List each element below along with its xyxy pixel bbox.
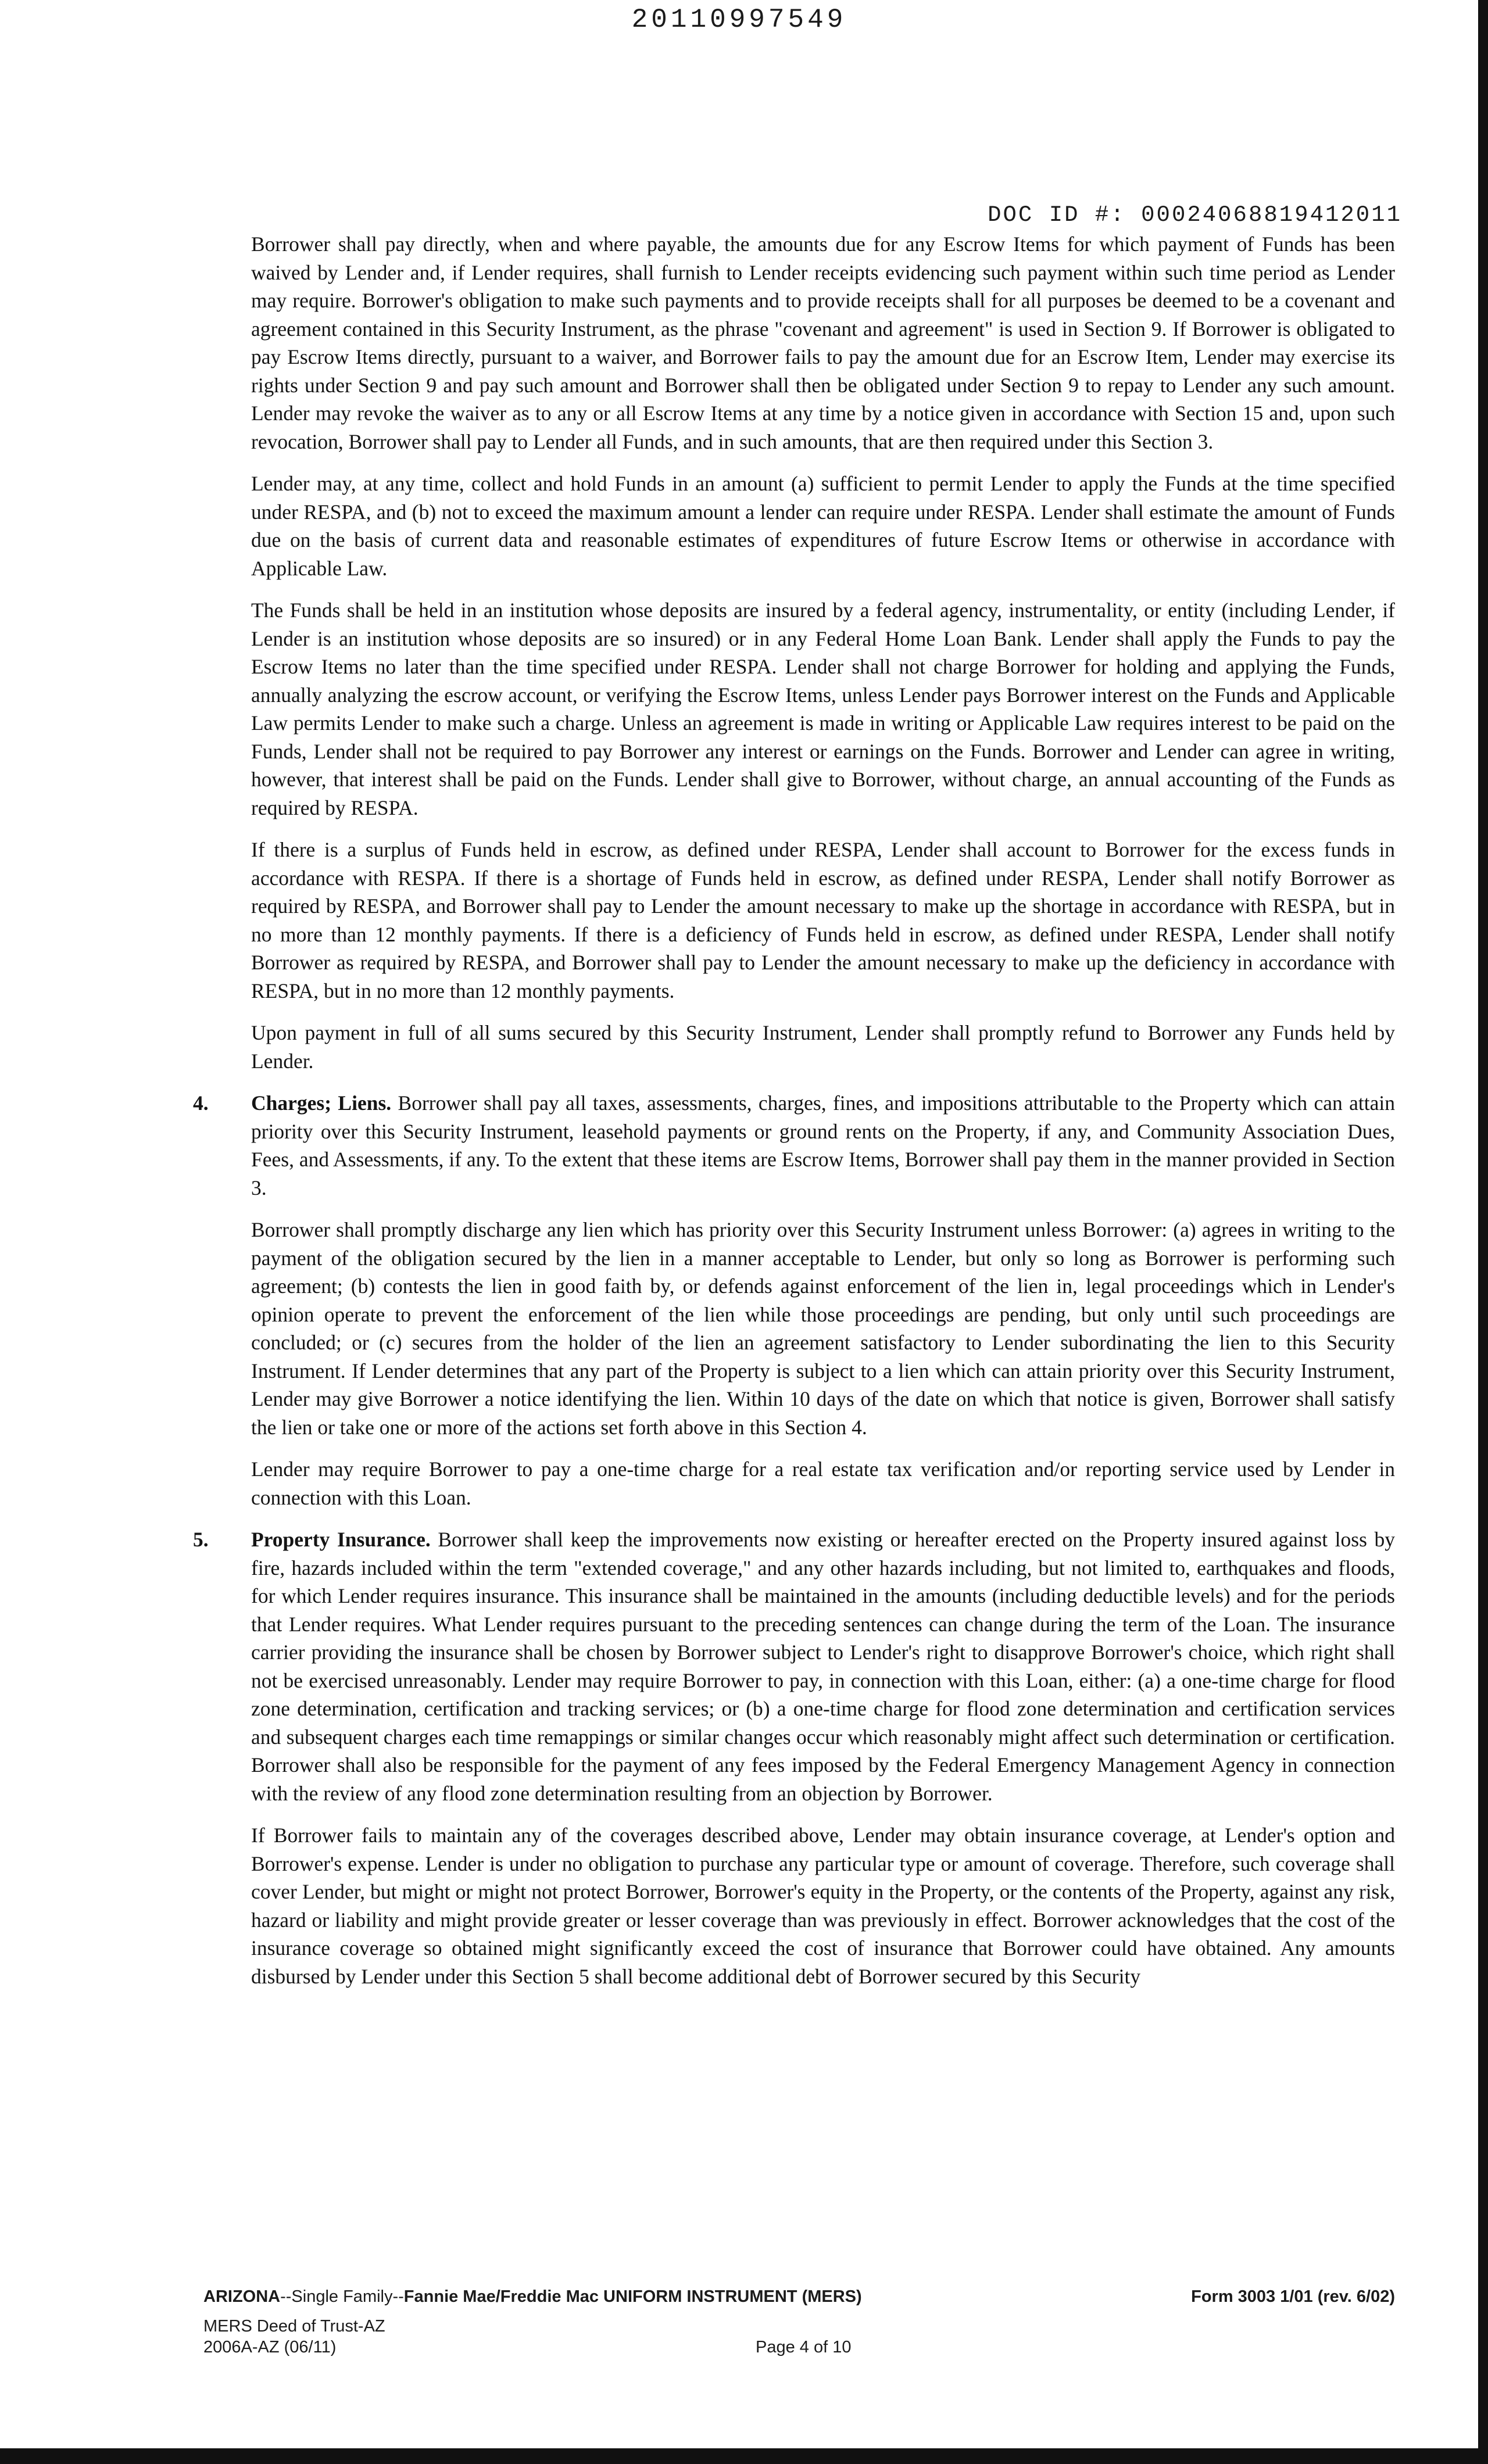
doc-id: DOC ID #: 00024068819412011 — [988, 202, 1402, 228]
footer-form-code: 2006A-AZ (06/11) — [203, 2338, 337, 2356]
paragraph-refund: Upon payment in full of all sums secured by this Security Instrument, Lender shall promptly refund to Borrower any Funds held by Lender. — [251, 1021, 1395, 1073]
section-text: Borrower shall keep the improvements now existing or hereafter erected on the Property insured against loss by fire, hazards included within the term "extended coverage," and any other hazards including, but not limited to, earthquakes and floods, for which Lender requires insurance. This insurance shall be maintained in the amounts (including deductible levels) and for the periods that Lender requires. What Lender requires pursuant to the preceding sentences can change during the term of the Loan. The insurance carrier providing the insurance shall be chosen by Borrower subject to Lender's right to disapprove Borrower's choice, which right shall not be exercised unreasonably. Lender may require Borrower to pay, in connection with this Loan, either: (a) a one-time charge for flood zone determination, certification and tracking services; or (b) a one-time charge for flood zone determination and certification services and subsequent charges each time remappings or similar changes occur which reasonably might affect such determination or certification. Borrower shall also be responsible for the payment of any fees imposed by the Federal Emergency Management Agency in connection with the review of any flood zone determination resulting from an objection by Borrower. — [251, 1528, 1395, 1805]
section-number: 4. — [193, 1091, 209, 1115]
section-heading: Charges; Liens. — [251, 1091, 392, 1115]
section-text: Borrower shall pay all taxes, assessments, charges, fines, and impositions attributable to the Property which can attain priority over this Security Instrument, leasehold payments or ground rents on the Property, if any, and Community Association Dues, Fees, and Assessments, if any. To the extent that these items are Escrow Items, Borrower shall pay them in the manner provided in Section 3. — [251, 1091, 1395, 1199]
footer-form-number: Form 3003 1/01 (rev. 6/02) — [1191, 2287, 1395, 2306]
section-5-property-insurance — [193, 1525, 1395, 1807]
paragraph-lender-coverage: If Borrower fails to maintain any of the coverages described above, Lender may obtain insurance coverage, at Lender's option and Borrower's expense. Lender is under no obligation to purchase any particular type or amount of coverage. Therefore, such coverage shall cover Lender, but might or might not protect Borrower, Borrower's equity in the Property, or the contents of the Property, against any risk, hazard or liability and might provide greater or lesser coverage than was previously in effect. Borrower acknowledges that the cost of the insurance coverage so obtained might significantly exceed the cost of insurance that Borrower could have obtained. Any amounts disbursed by Lender under this Section 5 shall become additional debt of Borrower secured by this Security — [251, 1824, 1395, 1988]
section-heading: Property Insurance. — [251, 1528, 431, 1551]
paragraph-surplus-shortage: If there is a surplus of Funds held in escrow, as defined under RESPA, Lender shall account to Borrower for the excess funds in accordance with RESPA. If there is a shortage of Funds held in escrow, as defined under RESPA, Lender shall notify Borrower as required by RESPA, and Borrower shall pay to Lender the amount necessary to make up the shortage in accordance with RESPA, but in no more than 12 monthly payments. If there is a deficiency of Funds held in escrow, as defined under RESPA, Lender shall notify Borrower as required by RESPA, and Borrower shall pay to Lender the amount necessary to make up the deficiency in accordance with RESPA, but in no more than 12 monthly payments. — [251, 838, 1395, 1002]
paragraph-escrow-waiver: Borrower shall pay directly, when and where payable, the amounts due for any Escrow Items for which payment of Funds has been waived by Lender and, if Lender requires, shall furnish to Lender receipts evidencing such payment within such time period as Lender may require. Borrower's obligation to make such payments and to provide receipts shall for all purposes be deemed to be a covenant and agreement contained in this Security Instrument, as the phrase "covenant and agreement" is used in Section 9. If Borrower is obligated to pay Escrow Items directly, pursuant to a waiver, and Borrower fails to pay the amount due for an Escrow Item, Lender may exercise its rights under Section 9 and pay such amount and Borrower shall then be obligated under Section 9 to repay to Lender any such amount. Lender may revoke the waiver as to any or all Escrow Items at any time by a notice given in accordance with Section 15 and, upon such revocation, Borrower shall pay to Lender all Funds, and in such amounts, that are then required under this Section 3. — [251, 232, 1395, 453]
section-4-charges-liens — [193, 1089, 1395, 1202]
footer-instrument-line — [203, 2287, 1395, 2307]
page-number: Page 4 of 10 — [756, 2338, 852, 2356]
document-body — [193, 230, 1395, 2004]
paragraph-funds-held: The Funds shall be held in an institution whose deposits are insured by a federal agency, instrumentality, or entity (including Lender, if Lender is an institution whose deposits are so insured) or in any Federal Home Loan Bank. Lender shall apply the Funds to pay the Escrow Items no later than the time specified under RESPA. Lender shall not charge Borrower for holding and applying the Funds, annually analyzing the escrow account, or verifying the Escrow Items, unless Lender pays Borrower interest on the Funds and Applicable Law permits Lender to make such a charge. Unless an agreement is made in writing or Applicable Law requires interest to be paid on the Funds, Lender shall not be required to pay Borrower any interest or earnings on the Funds. Borrower and Lender can agree in writing, however, that interest shall be paid on the Funds. Lender shall give to Borrower, without charge, an annual accounting of the Funds as required by RESPA. — [251, 599, 1395, 819]
footer-deed-name: MERS Deed of Trust-AZ — [203, 2317, 385, 2336]
footer-family: --Single Family-- — [280, 2287, 404, 2306]
page-edge-bottom — [0, 2448, 1488, 2464]
paragraph-collect-funds: Lender may, at any time, collect and hold Funds in an amount (a) sufficient to permit Lender to apply the Funds at the time specified under RESPA, and (b) not to exceed the maximum amount a lender can require under RESPA. Lender shall estimate the amount of Funds due on the basis of current data and reasonable estimates of expenditures of future Escrow Items or otherwise in accordance with Applicable Law. — [251, 472, 1395, 580]
form-footer — [203, 2287, 1395, 2358]
paragraph-tax-verification: Lender may require Borrower to pay a one-time charge for a real estate tax verification and/or reporting service used by Lender in connection with this Loan. — [251, 1457, 1395, 1509]
section-number: 5. — [193, 1528, 209, 1551]
footer-instrument: Fannie Mae/Freddie Mac UNIFORM INSTRUMENT (MERS) — [403, 2287, 862, 2306]
footer-details — [203, 2316, 1395, 2358]
recording-number: 20110997549 — [631, 5, 847, 35]
footer-state-line — [203, 2287, 862, 2307]
page-edge-right — [1478, 0, 1488, 2464]
paragraph-discharge-lien: Borrower shall promptly discharge any lien which has priority over this Security Instrument unless Borrower: (a) agrees in writing to the payment of the obligation secured by the lien in a manner acceptable to Lender, but only so long as Borrower is performing such agreement; (b) contests the lien in good faith by, or defends against enforcement of the lien in, legal proceedings which in Lender's opinion operate to prevent the enforcement of the lien while those proceedings are pending, but only until such proceedings are concluded; or (c) secures from the holder of the lien an agreement satisfactory to Lender subordinating the lien to this Security Instrument. If Lender determines that any part of the Property is subject to a lien which can attain priority over this Security Instrument, Lender may give Borrower a notice identifying the lien. Within 10 days of the date on which that notice is given, Borrower shall satisfy the lien or take one or more of the actions set forth above in this Section 4. — [251, 1218, 1395, 1439]
footer-state: ARIZONA — [203, 2287, 281, 2306]
